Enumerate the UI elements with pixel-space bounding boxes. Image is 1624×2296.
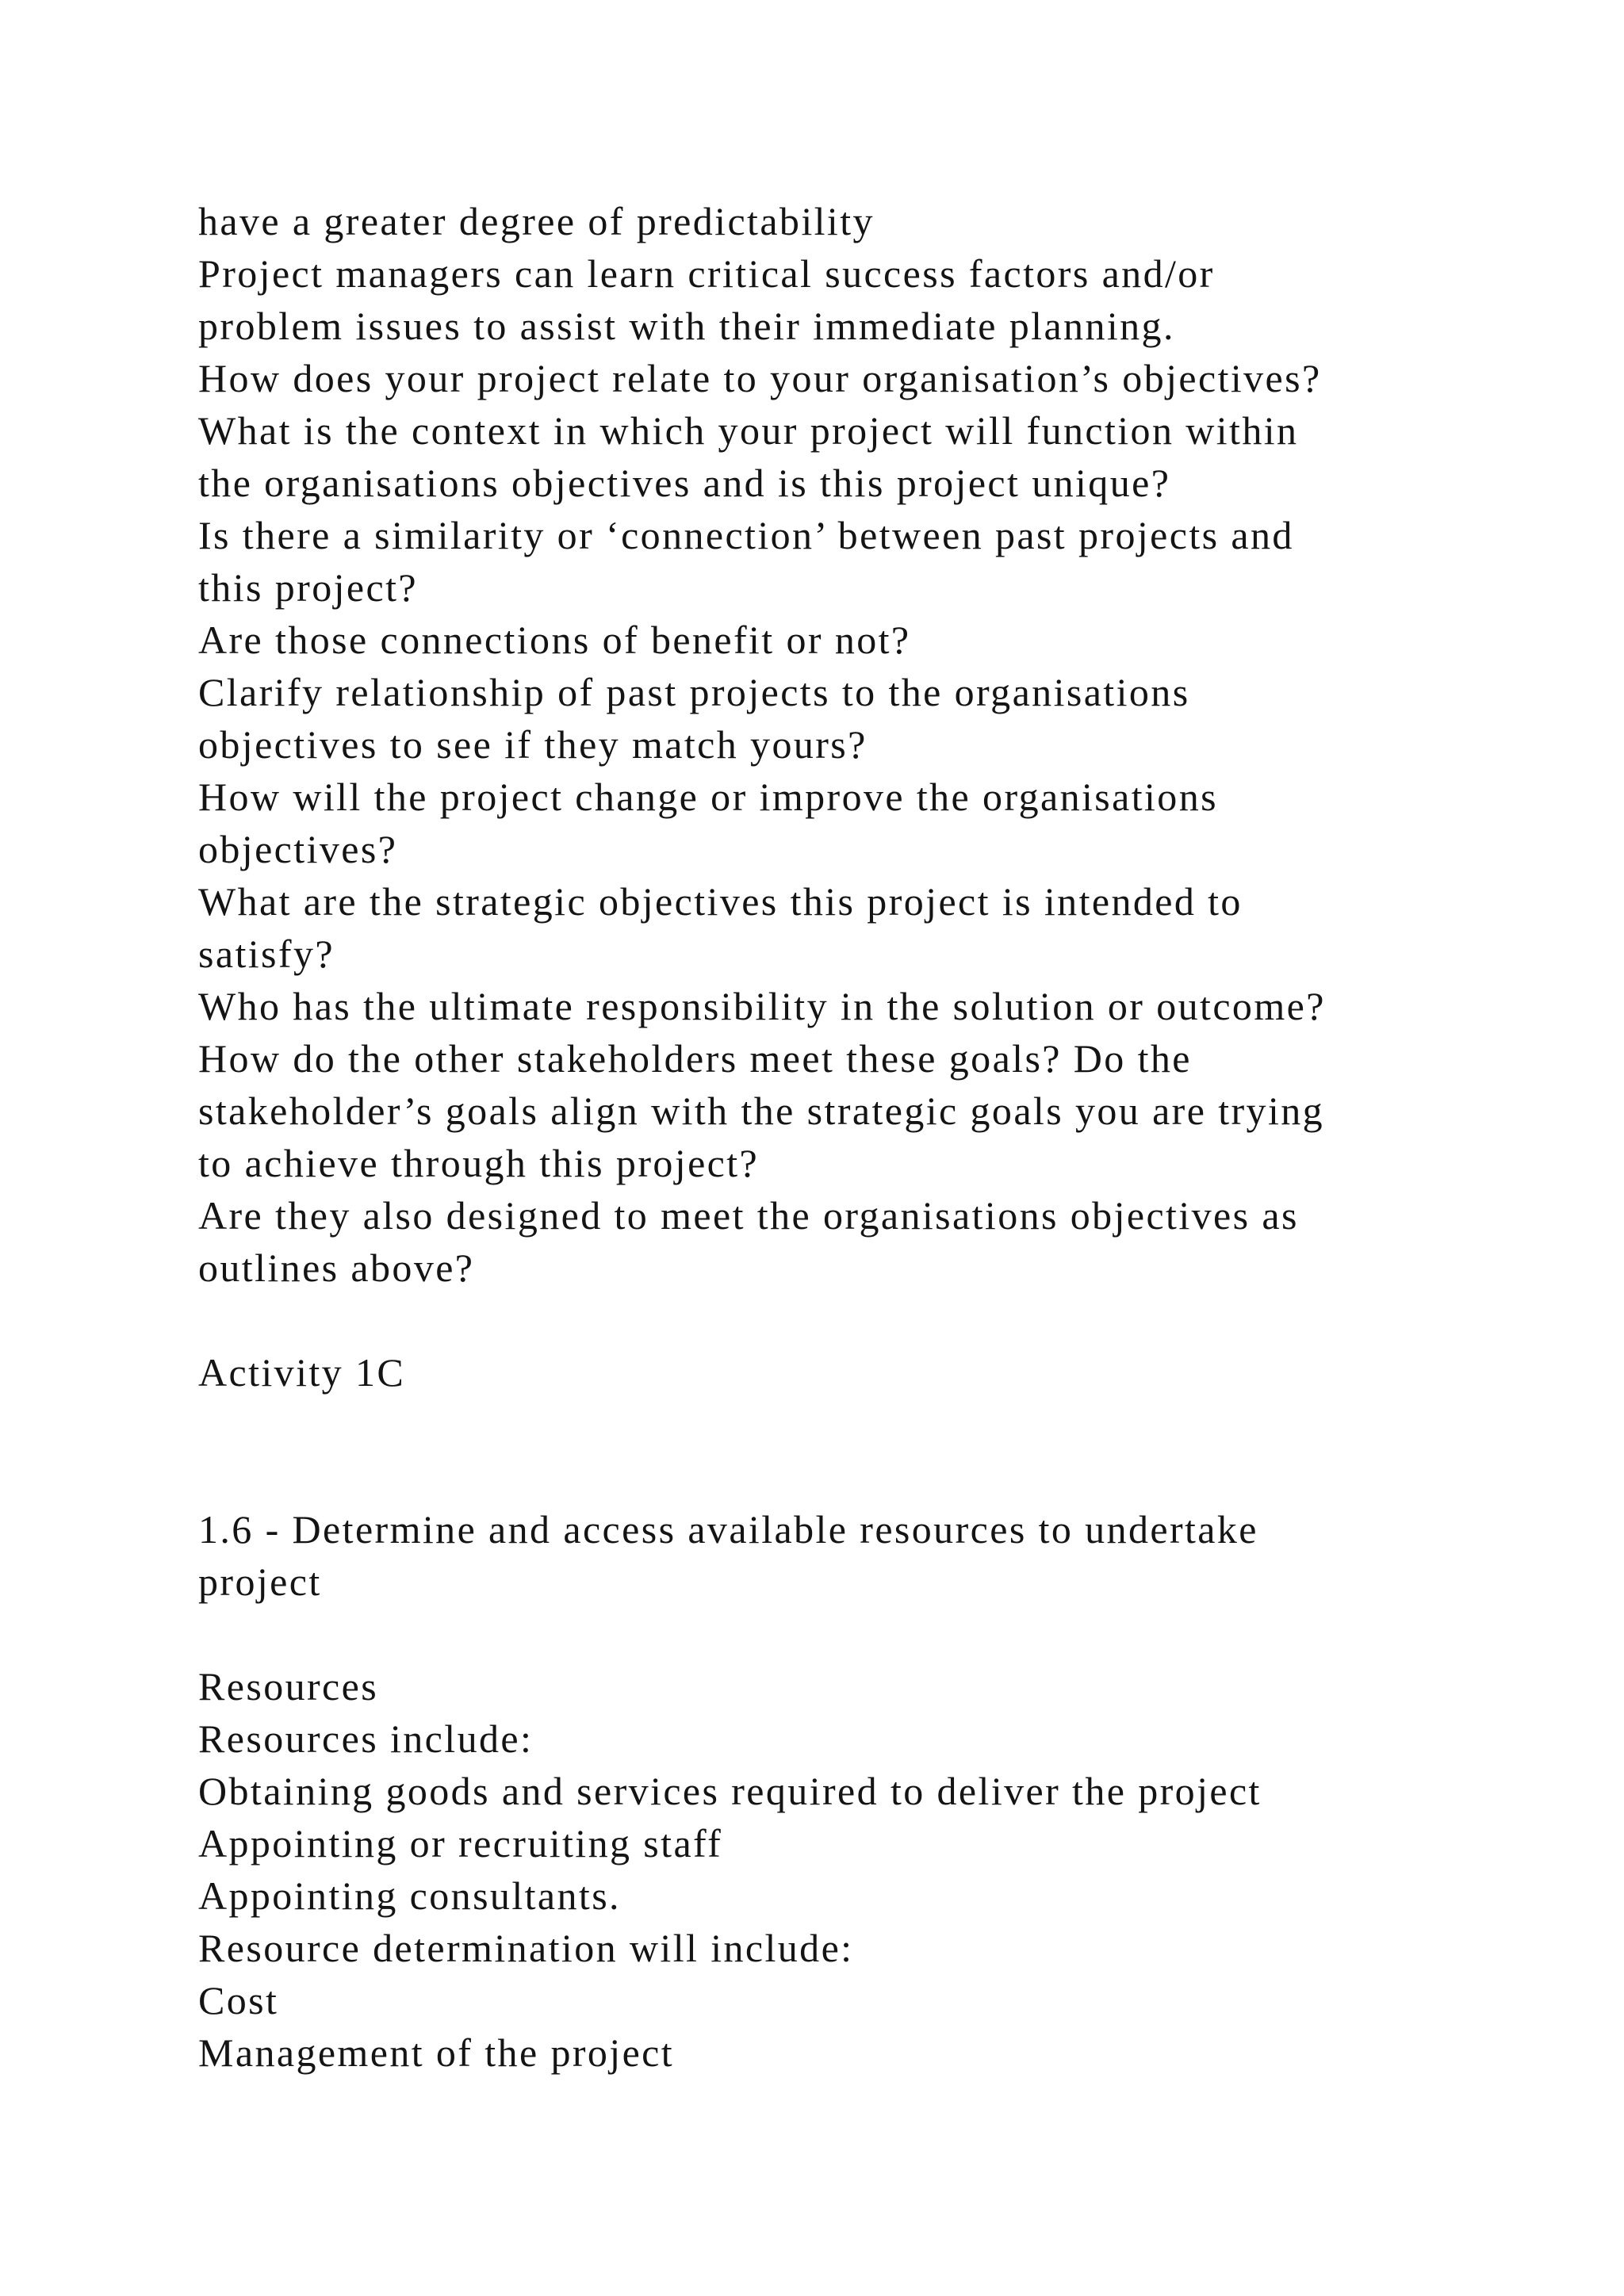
text-line: What is the context in which your project will function within [198,408,1299,453]
text-line: Is there a similarity or ‘connection’ between past projects and [198,513,1294,557]
text-line: Who has the ultimate responsibility in the solution or outcome? [198,984,1326,1028]
text-line: project [198,1559,322,1604]
text-line: What are the strategic objectives this project is intended to [198,879,1243,924]
subheading-resources: Resources [198,1664,379,1709]
text-line: stakeholder’s goals align with the strategic goals you are trying [198,1089,1325,1133]
text-line: Cost [198,1978,279,2022]
section-heading-activity: Activity 1C [198,1350,406,1395]
text-line: How do the other stakeholders meet these goals? Do the [198,1036,1192,1081]
document-body [198,195,1546,2079]
text-line: How will the project change or improve the organisations [198,775,1218,819]
text-line: Obtaining goods and services required to deliver the project [198,1769,1262,1813]
text-line: problem issues to assist with their immediate planning. [198,304,1175,348]
blank-line [198,1608,1546,1660]
text-line: Appointing consultants. [198,1873,621,1918]
text-line: Are those connections of benefit or not? [198,618,911,662]
text-line: How does your project relate to your organisation’s objectives? [198,356,1322,400]
blank-line [198,1399,1546,1451]
text-line: Appointing or recruiting staff [198,1821,723,1866]
text-line: objectives? [198,827,398,871]
text-line: to achieve through this project? [198,1141,760,1185]
text-line: Project managers can learn critical success factors and/or [198,251,1215,296]
text-line: outlines above? [198,1246,475,1290]
blank-line [198,1451,1546,1503]
text-line: this project? [198,565,418,610]
text-line: have a greater degree of predictability [198,199,875,243]
text-line: Resource determination will include: [198,1926,854,1970]
text-line: Resources include: [198,1716,534,1761]
section-heading-1-6: 1.6 - Determine and access available resources to undertake [198,1507,1258,1552]
blank-line [198,1294,1546,1346]
text-line: Clarify relationship of past projects to the organisations [198,670,1190,714]
text-line: the organisations objectives and is this project unique? [198,461,1171,505]
text-line: satisfy? [198,932,335,976]
text-line: objectives to see if they match yours? [198,722,868,767]
text-line: Management of the project [198,2030,675,2075]
text-line: Are they also designed to meet the organisations objectives as [198,1193,1299,1238]
